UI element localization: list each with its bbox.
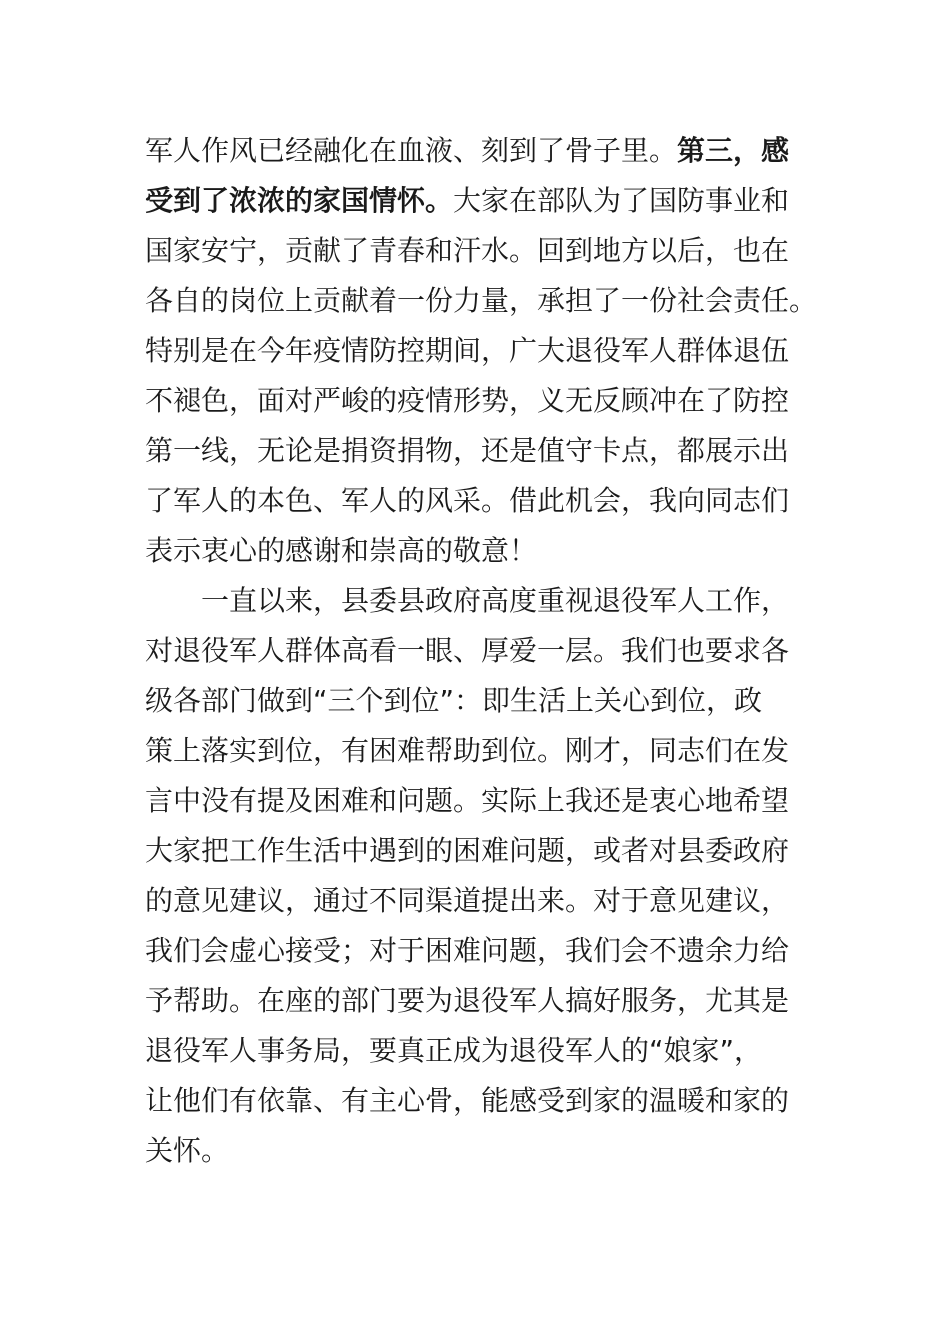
text-line: 让他们有依靠、有主心骨，能感受到家的温暖和家的 xyxy=(145,1084,790,1117)
text-line: 对退役军人群体高看一眼、厚爱一层。我们也要求各 xyxy=(145,634,790,667)
text-line: 的意见建议，通过不同渠道提出来。对于意见建议， xyxy=(145,884,790,917)
paragraph-2 xyxy=(145,576,845,1176)
text-span: 大家在部队为了国防事业和 xyxy=(453,184,790,217)
text-line: 予帮助。在座的部门要为退役军人搞好服务，尤其是 xyxy=(145,984,790,1017)
text-line xyxy=(145,176,845,226)
bold-heading-span: 第三，感 xyxy=(677,134,790,167)
text-line: 特别是在今年疫情防控期间，广大退役军人群体退伍 xyxy=(145,334,790,367)
text-line: 各自的岗位上贡献着一份力量，承担了一份社会责任。 xyxy=(145,284,818,317)
text-line: 第一线，无论是捐资捐物，还是值守卡点，都展示出 xyxy=(145,434,790,467)
text-line: 大家把工作生活中遇到的困难问题，或者对县委政府 xyxy=(145,834,790,867)
text-line: 国家安宁，贡献了青春和汗水。回到地方以后，也在 xyxy=(145,234,790,267)
text-line: 我们会虚心接受；对于困难问题，我们会不遗余力给 xyxy=(145,934,790,967)
text-line: 级各部门做到“三个到位”：即生活上关心到位，政 xyxy=(145,684,763,717)
paragraph-1 xyxy=(145,126,845,576)
text-line: 了军人的本色、军人的风采。借此机会，我向同志们 xyxy=(145,484,790,517)
text-line-indented: 一直以来，县委县政府高度重视退役军人工作， xyxy=(201,584,790,617)
document-body xyxy=(145,126,845,1176)
text-line: 不褪色，面对严峻的疫情形势，义无反顾冲在了防控 xyxy=(145,384,790,417)
text-span: 军人作风已经融化在血液、刻到了骨子里。 xyxy=(145,134,678,167)
text-line: 表示衷心的感谢和崇高的敬意！ xyxy=(145,534,538,567)
text-line: 言中没有提及困难和问题。实际上我还是衷心地希望 xyxy=(145,784,790,817)
bold-heading-span: 受到了浓浓的家国情怀。 xyxy=(145,184,454,217)
text-line: 策上落实到位，有困难帮助到位。刚才，同志们在发 xyxy=(145,734,790,767)
text-line: 退役军人事务局，要真正成为退役军人的“娘家”， xyxy=(145,1034,763,1067)
text-line xyxy=(145,126,845,176)
text-line: 关怀。 xyxy=(145,1134,230,1167)
